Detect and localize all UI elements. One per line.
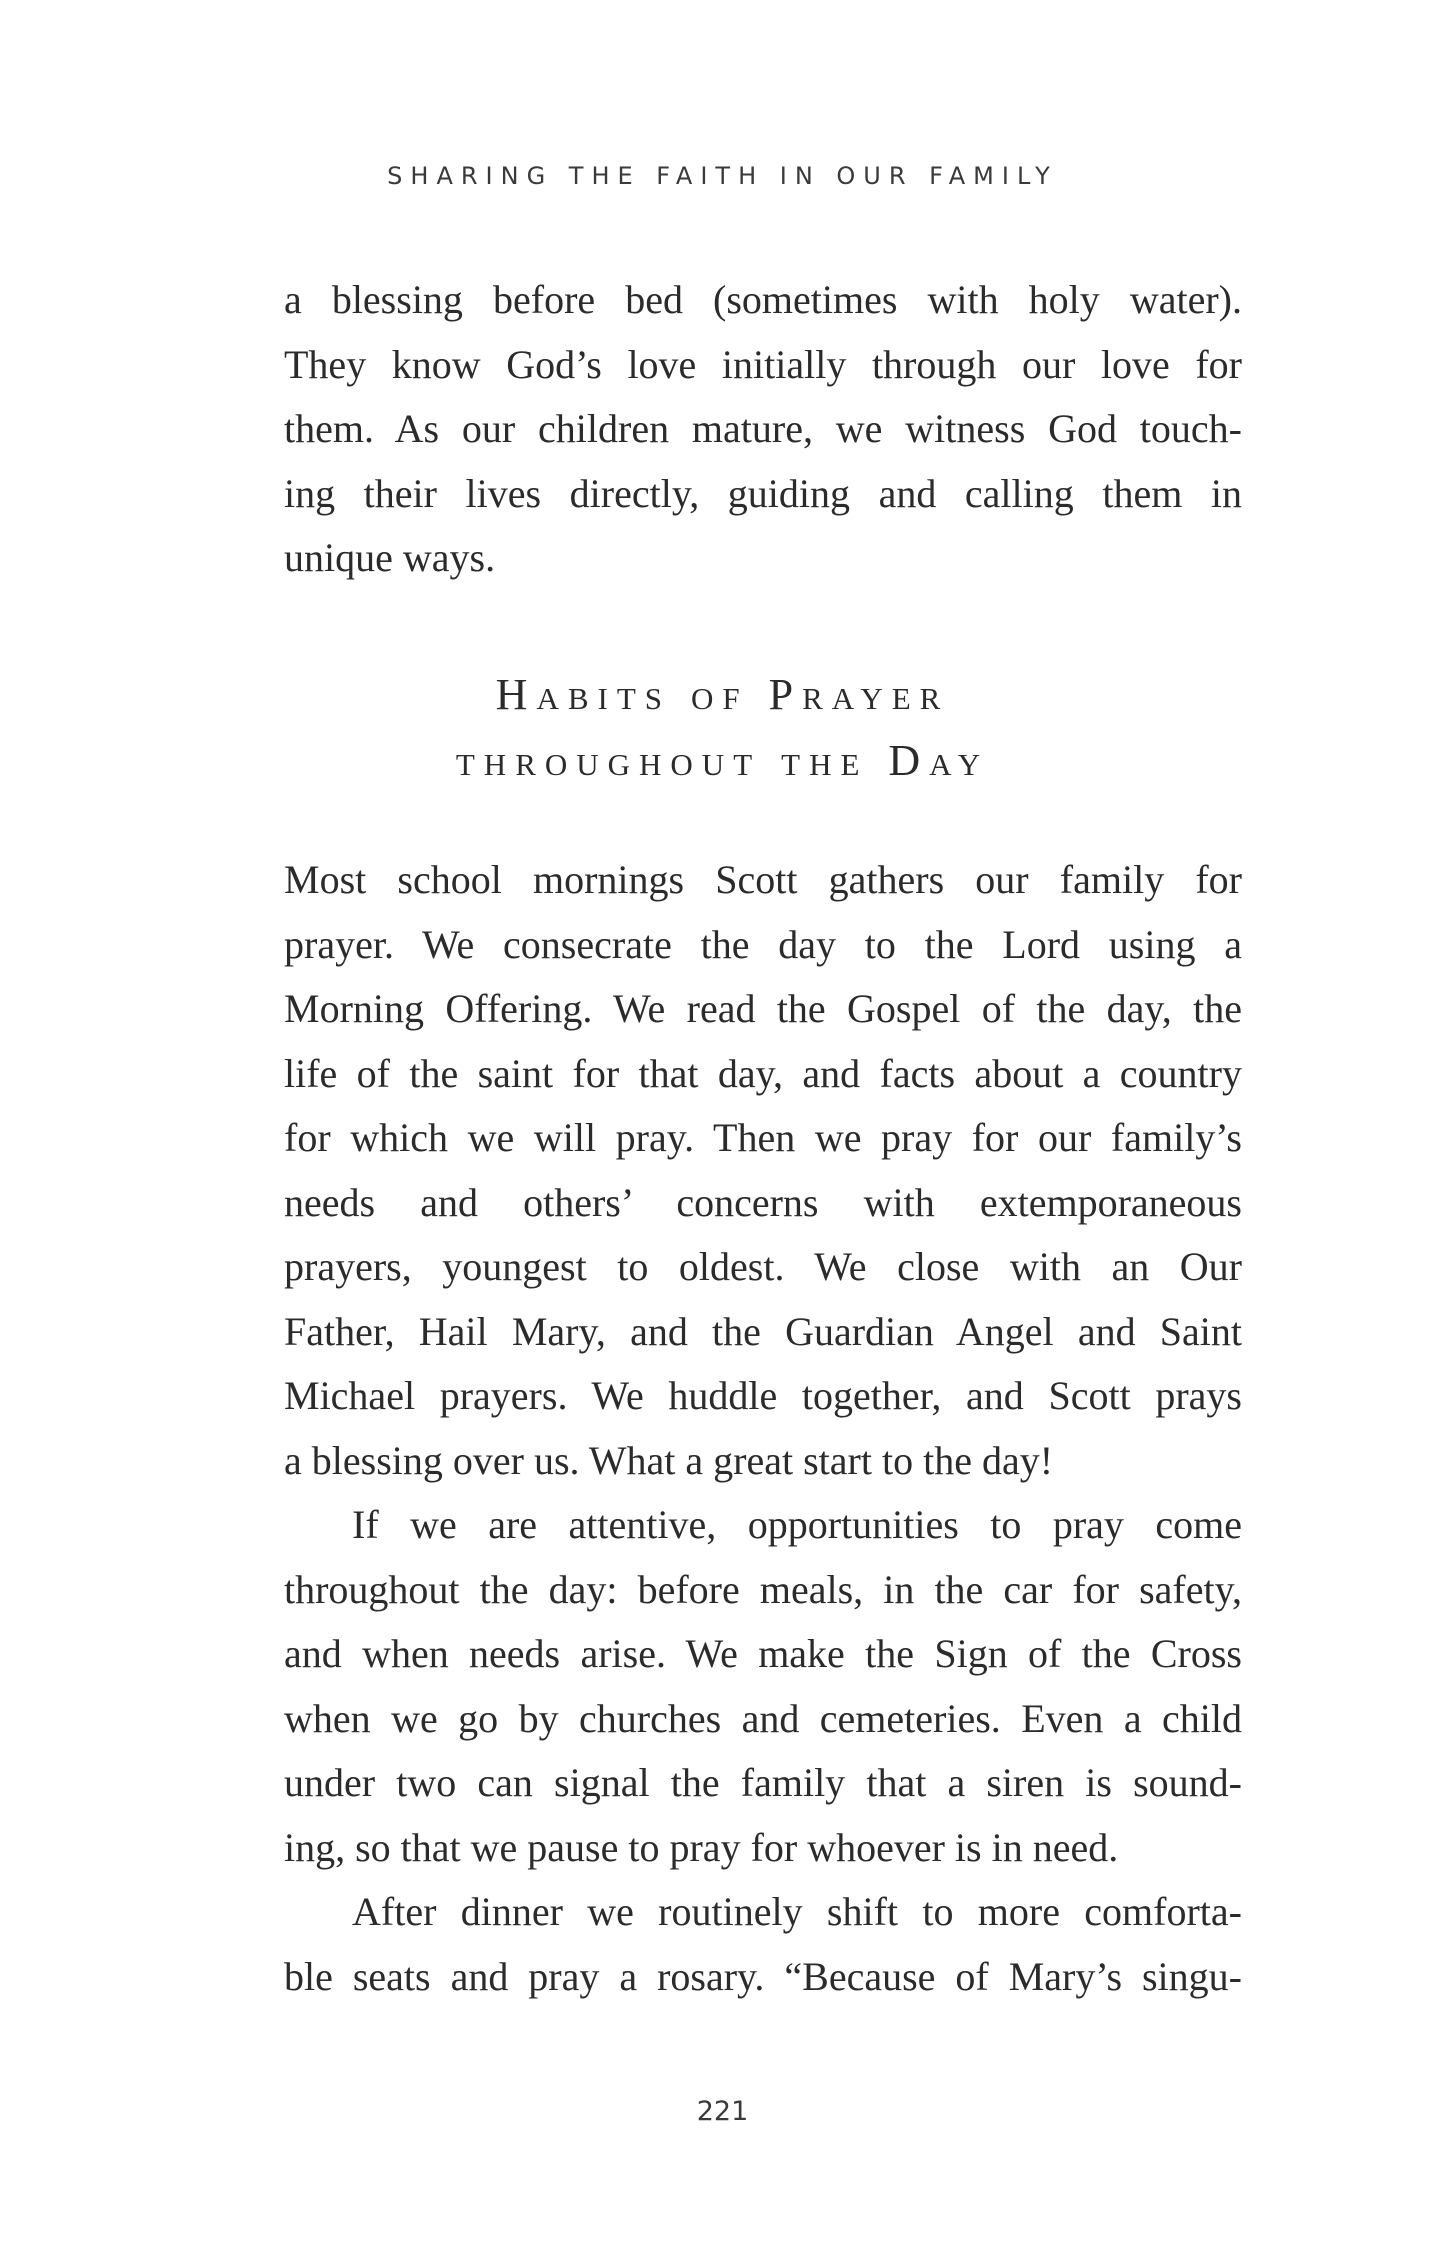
text-line: Father, Hail Mary, and the Guardian Angel and Saint: [284, 1308, 1242, 1354]
text-line: them. As our children mature, we witness God touch-: [284, 406, 1242, 451]
text-line: throughout the day: before meals, in the car for safety,: [284, 1566, 1242, 1612]
text-line: a blessing over us. What a great start to the day!: [284, 1437, 1054, 1483]
text-line: prayers, youngest to oldest. We close with an Our: [284, 1244, 1242, 1289]
text-line: for which we will pray. Then we pray for our family’s: [284, 1115, 1242, 1160]
text-line: prayer. We consecrate the day to the Lord using a: [284, 921, 1242, 967]
text-line: life of the saint for that day, and facts about a country: [284, 1050, 1242, 1096]
paragraph-continued: [284, 268, 1242, 591]
text-line: when we go by churches and cemeteries. Even a child: [284, 1695, 1242, 1741]
text-line: Most school mornings Scott gathers our family for: [284, 857, 1242, 902]
text-line: unique ways.: [284, 535, 496, 580]
text-line: ing, so that we pause to pray for whoever is in need.: [284, 1824, 1119, 1870]
text-line: Morning Offering. We read the Gospel of the day, the: [284, 986, 1242, 1031]
section-body: [284, 848, 1242, 2009]
text-line: Michael prayers. We huddle together, and Scott prays: [284, 1373, 1242, 1418]
text-line: They know God’s love initially through our love for: [284, 341, 1242, 387]
text-line: under two can signal the family that a siren is sound-: [284, 1760, 1242, 1805]
section-heading-line-2: throughout the Day: [455, 736, 990, 785]
running-head: SHARING THE FAITH IN OUR FAMILY: [387, 162, 1058, 190]
text-line: and when needs arise. We make the Sign of the Cross: [284, 1631, 1242, 1676]
text-line: a blessing before bed (sometimes with holy water).: [284, 277, 1242, 322]
text-line: needs and others’ concerns with extemporaneous: [284, 1179, 1242, 1225]
section-heading-line-1: Habits of Prayer: [495, 670, 950, 719]
text-line: If we are attentive, opportunities to pray come: [352, 1502, 1242, 1547]
text-line: After dinner we routinely shift to more comforta-: [352, 1889, 1242, 1934]
page-number: 221: [696, 2096, 749, 2127]
text-line: ble seats and pray a rosary. “Because of Mary’s singu-: [284, 1953, 1242, 1999]
text-line: ing their lives directly, guiding and calling them in: [284, 470, 1242, 516]
